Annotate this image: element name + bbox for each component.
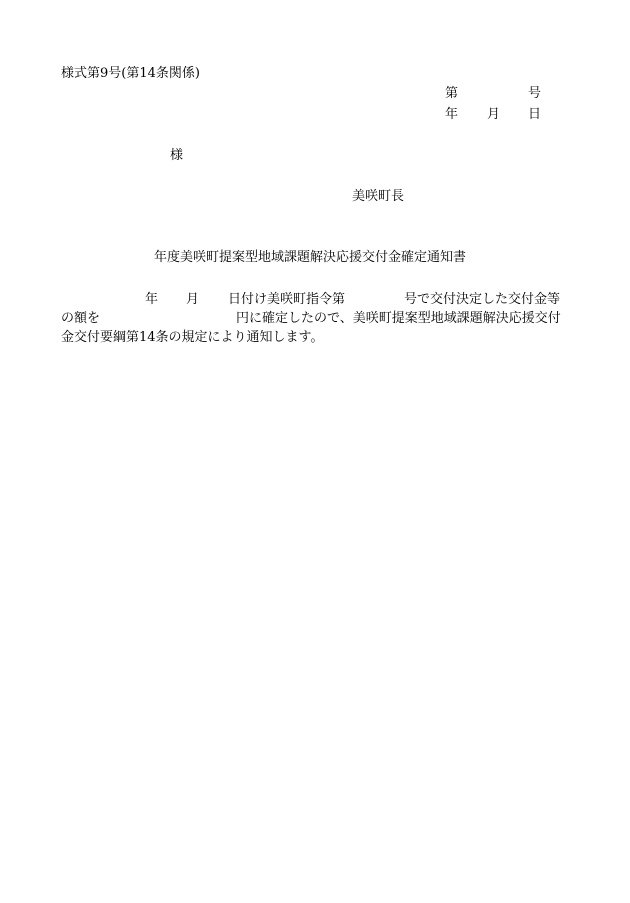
body-amount-label: の額を bbox=[61, 311, 101, 326]
body-year: 年 bbox=[145, 292, 159, 307]
body-line3: 金交付要綱第14条の規定により通知します。 bbox=[61, 330, 324, 345]
body-month: 月 bbox=[186, 292, 200, 307]
body-date-ref: 日付け美咲町指令第 bbox=[228, 292, 346, 307]
form-label: 様式第9号(第14条関係) bbox=[61, 66, 200, 81]
body-decided: 号で交付決定した交付金等 bbox=[404, 292, 561, 307]
date-month: 月 bbox=[487, 107, 501, 122]
date-year: 年 bbox=[445, 107, 459, 122]
addressee-honorific: 様 bbox=[170, 148, 184, 163]
body-confirmed: 円に確定したので、美咲町提案型地域課題解決応援交付 bbox=[236, 311, 561, 326]
sender-name: 美咲町長 bbox=[352, 189, 405, 204]
date-day: 日 bbox=[528, 107, 542, 122]
document-title: 年度美咲町提案型地域課題解決応援交付金確定通知書 bbox=[154, 250, 467, 265]
number-prefix: 第 bbox=[445, 86, 459, 101]
number-suffix: 号 bbox=[528, 86, 542, 101]
